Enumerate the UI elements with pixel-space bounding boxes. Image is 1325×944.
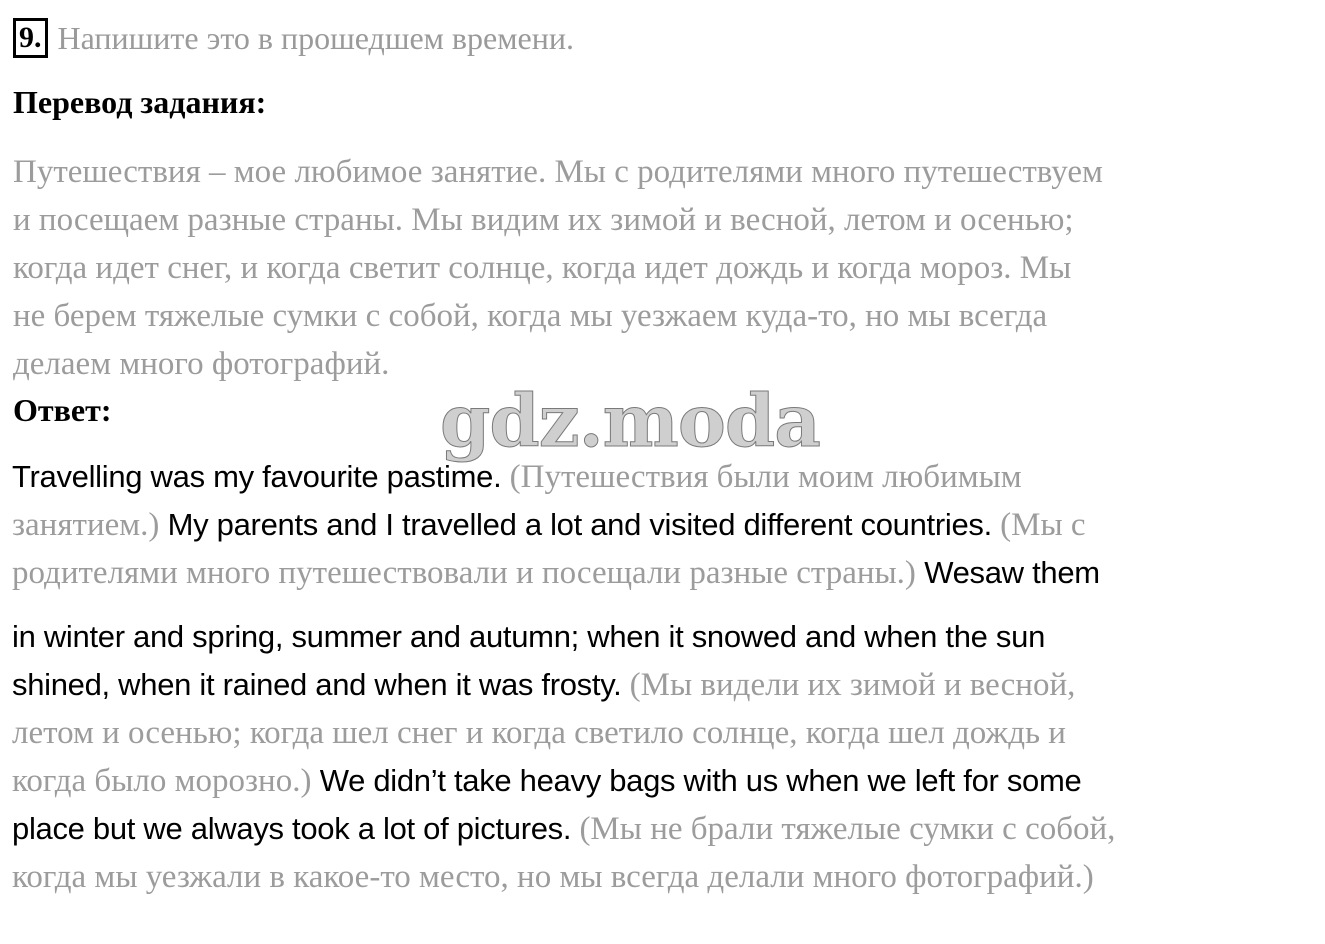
answer-line — [12, 757, 1317, 805]
answer-line — [12, 453, 1317, 501]
answer-english: My parents and I travelled a lot and visited different countries. — [167, 507, 992, 542]
answer-line — [12, 549, 1317, 597]
answer-line — [12, 853, 1317, 901]
answer-english: We didn’t take heavy bags with us when we left for some — [319, 763, 1082, 798]
translation-line: не берем тяжелые сумки с собой, когда мы уезжаем куда-то, но мы всегда — [13, 298, 1048, 334]
task-instruction: Напишите это в прошедшем времени. — [57, 19, 574, 56]
watermark-logo: gdz.moda — [440, 378, 820, 463]
answer-russian: (Мы видели их зимой и весной, — [629, 667, 1076, 703]
answer-line — [12, 709, 1317, 757]
task-number: 9. — [13, 18, 48, 58]
answer-russian: (Мы не брали тяжелые сумки с собой, — [579, 811, 1116, 847]
translation-line: Путешествия – мое любимое занятие. Мы с родителями много путешествуем — [13, 154, 1103, 190]
answer-english: shined, when it rained and when it was frosty. — [12, 667, 622, 702]
translation-text — [13, 148, 1313, 388]
translation-line: делаем много фотографий. — [13, 346, 390, 382]
answer-russian: родителями много путешествовали и посещали разные страны.) — [12, 555, 916, 591]
answer-russian: когда было морозно.) — [12, 763, 312, 799]
answer-english: Wesaw them — [924, 555, 1100, 590]
answer-english: in winter and spring, summer and autumn; when it snowed and when the sun — [12, 619, 1046, 654]
task-header — [13, 18, 574, 58]
translation-line: и посещаем разные страны. Мы видим их зимой и весной, летом и осенью; — [13, 202, 1074, 238]
answer-english: place but we always took a lot of pictures. — [12, 811, 572, 846]
answer-heading: Ответ: — [13, 392, 112, 428]
answer-line — [12, 613, 1317, 661]
answer-line — [12, 661, 1317, 709]
answer-line — [12, 805, 1317, 853]
answer-russian: (Путешествия были моим любимым — [509, 459, 1022, 495]
answer-russian: занятием.) — [12, 507, 160, 543]
translation-line: когда идет снег, и когда светит солнце, когда идет дождь и когда мороз. Мы — [13, 250, 1072, 286]
answer-russian: (Мы с — [1000, 507, 1086, 543]
answer-russian: летом и осенью; когда шел снег и когда светило солнце, когда шел дождь и — [12, 715, 1066, 751]
answer-english: Travelling was my favourite pastime. — [12, 459, 502, 494]
answer-line — [12, 501, 1317, 549]
answer-russian: когда мы уезжали в какое-то место, но мы всегда делали много фотографий.) — [12, 859, 1094, 895]
translation-heading: Перевод задания: — [13, 84, 267, 120]
